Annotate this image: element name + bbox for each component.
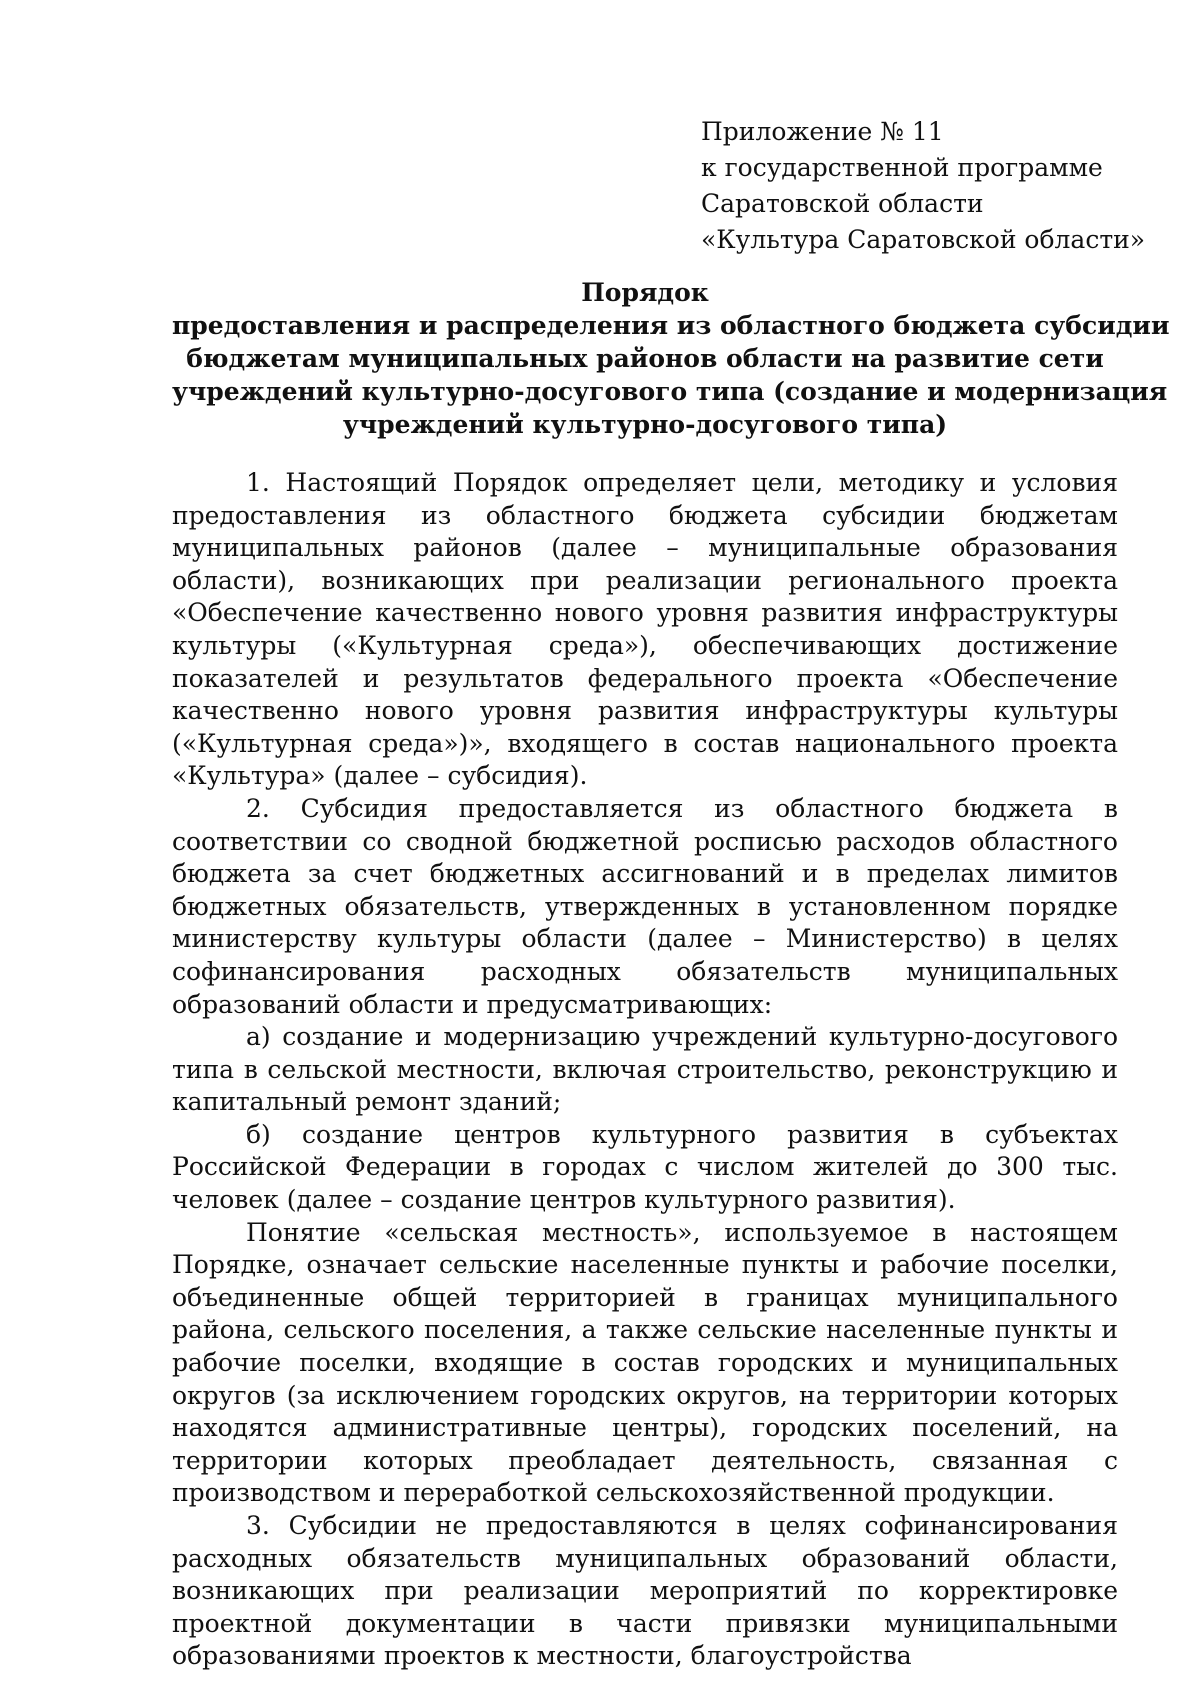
- document-title: [172, 276, 1170, 441]
- appendix-number: Приложение № 11: [701, 117, 944, 146]
- paragraph-2b: б) создание центров культурного развития в субъектах Российской Федерации в городах с числом жителей до 300 тыс. человек (далее – создание центров культурного развития).: [172, 1119, 1118, 1215]
- title-line-4: учреждений культурно-досугового типа (создание и модернизация: [172, 377, 1168, 406]
- title-line-2: предоставления и распределения из областного бюджета субсидии: [172, 311, 1170, 340]
- paragraph-2: 2. Субсидия предоставляется из областного бюджета в соответствии со сводной бюджетной росписью расходов областного бюджета за счет бюджетных ассигнований и в пределах лимитов бюджетных обязательств, утвержденных в установленном порядке министерству культуры области (далее – Министерство) в целях софинансирования расходных обязательств муниципальных образований области и предусматривающих:: [172, 793, 1118, 1019]
- document-body: [172, 467, 1118, 1673]
- paragraph-rural-definition: Понятие «сельская местность», используемое в настоящем Порядке, означает сельские населенные пункты и рабочие поселки, объединенные общей территорией в границах муниципального района, сельского поселения, а также сельские населенные пункты и рабочие поселки, входящие в состав городских и муниципальных округов (за исключением городских округов, на территории которых находятся административные центры), городских поселений, на территории которых преобладает деятельность, связанная с производством и переработкой сельскохозяйственной продукции.: [172, 1217, 1118, 1508]
- appendix-region: Саратовской области: [701, 189, 984, 218]
- appendix-header: [701, 114, 1161, 258]
- appendix-program-name: «Культура Саратовской области»: [701, 225, 1146, 254]
- appendix-program-ref: к государственной программе: [701, 153, 1103, 182]
- paragraph-1: 1. Настоящий Порядок определяет цели, методику и условия предоставления из областного бюджета субсидии бюджетам муниципальных районов (далее – муниципальные образования области), возникающих при реализации регионального проекта «Обеспечение качественно нового уровня развития инфраструктуры культуры («Культурная среда»), обеспечивающих достижение показателей и результатов федерального проекта «Обеспечение качественно нового уровня развития инфраструктуры культуры («Культурная среда»)», входящего в состав национального проекта «Культура» (далее – субсидия).: [172, 468, 1118, 791]
- paragraph-3: 3. Субсидии не предоставляются в целях софинансирования расходных обязательств муниципальных образований области, возникающих при реализации мероприятий по корректировке проектной документации в части привязки муниципальными образованиями проектов к местности, благоустройства: [172, 1511, 1118, 1671]
- title-line-1: Порядок: [581, 278, 709, 307]
- title-line-3: бюджетам муниципальных районов области на развитие сети: [186, 344, 1104, 373]
- paragraph-2a: а) создание и модернизацию учреждений культурно-досугового типа в сельской местности, включая строительство, реконструкцию и капитальный ремонт зданий;: [172, 1022, 1118, 1117]
- title-line-5: учреждений культурно-досугового типа): [342, 410, 948, 439]
